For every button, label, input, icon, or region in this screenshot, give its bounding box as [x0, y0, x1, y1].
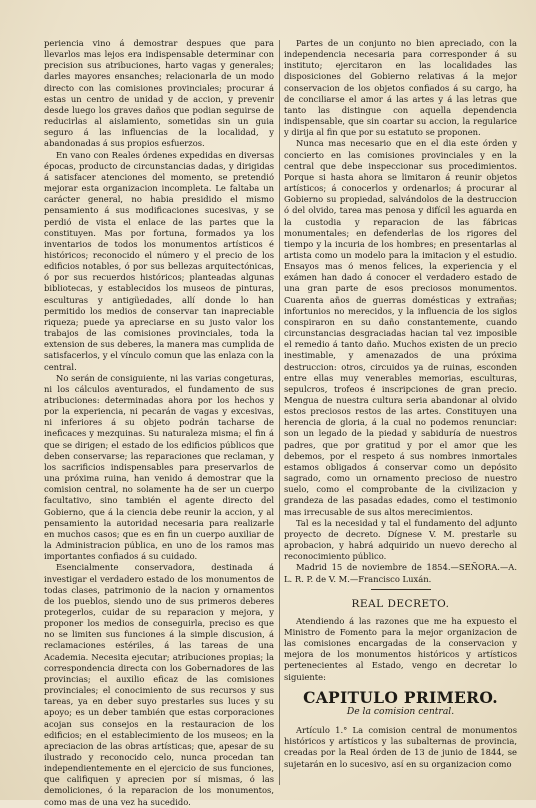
- section-rule: [371, 589, 431, 590]
- article-paragraph: Artículo 1.° La comision central de monumentos históricos y artísticos y las subalternas de provincia, creadas por la Real órden de 13 de junio de 1844, se sujetarán en lo sucesivo, así en su organizacion como: [284, 725, 517, 769]
- paragraph: Partes de un conjunto no bien apreciado, con la independencia necesaria para corresponder á su instituto; ejercitaron en las localidades las disposiciones del Gobierno relativas á la mejor conservacion de los objetos confiados á su cargo, ha de conciliarse el amor á las artes y á las letras que tanto las distingue con aquella dependencia indispensable, que sin coartar su accion, la regularice y dirija al fin que por su estatuto se proponen.: [284, 38, 517, 138]
- paragraph: Esencialmente conservadora, destinada á investigar el verdadero estado de los monumentos de todas clases, patrimonio de la nacion y ornamentos de los pueblos, siendo uno de sus primeros deberes protegerlos, cuidar de su reparacion y mejora, y proponer los medios de conseguirla, preciso es que no se limiten sus funciones á la simple discusion, á reclamaciones estériles, á las tareas de una Academia. Necesita ejecutar; atribuciones propias; la correspondencia directa con los Gobernadores de las provincias; el auxilio eficaz de las comisiones provinciales; el conocimiento de sus recursos y sus tareas, ya en deber suyo prestarles sus luces y su apoyo; es un deber también que estas corporaciones acojan sus consejos en la restauracion de los edificios; en el establecimiento de los museos; en la apreciacion de las obras artísticas; que, apesar de su ilustrado y reconocido celo, nunca procedan tan independientemente en el ejercicio de sus funciones, que califiquen y aprecien por sí mismas, ó las demoliciones, ó la reparacion de los monumentos, como mas de una vez ha sucedido.: [44, 562, 274, 807]
- chapter-heading: CAPITULO PRIMERO.: [303, 687, 498, 707]
- paragraph: En vano con Reales órdenes expedidas en diversas épocas, producto de circunstancias dadas, y dirigidas á satisfacer atenciones del momento, se pretendió mejorar esta organizacion incompleta. Le faltaba un carácter general, no habia presidido el mismo pensamiento á sus modificaciones sucesivas, y se perdió de vista el enlace de las partes que la constituyen. Mas por fortuna, formados ya los inventarios de todos los monumentos artísticos é históricos; reconocido el número y el precio de los edificios notables, ó por sus bellezas arquitectónicas, ó por sus recuerdos históricos; planteadas algunas bibliotecas, y establecidos los museos de pinturas, esculturas y antigüedades, allí donde lo han permitido los medios de conservar tan inapreciable riqueza; puede ya apreciarse en su justo valor los trabajos de las comisiones provinciales, toda la extension de sus deberes, la manera mas cumplida de satisfacerlos, y el vínculo comun que las enlaza con la central.: [44, 149, 274, 372]
- paragraph: Tal es la necesidad y tal el fundamento del adjunto proyecto de decreto. Dígnese V. M. prestarle su aprobacion, y habrá adquirido un nuevo derecho al reconocimiento público.: [284, 517, 517, 562]
- paragraph: No serán de consiguiente, ni las varias congeturas, ni los cálculos aventurados, el fundamento de sus atribuciones: determinadas ahora por los hechos y por la experiencia, ni pecarán de vagas y excesivas, ni inferiores á su objeto podrán tacharse de ineficaces y mezquinas. Su naturaleza misma; el fin á que se dirigen; el estado de los edificios públicos que deben conservarse; las reparaciones que reclaman, y los sacrificios indispensables para preservarlos de una próxima ruina, han venido á demostrar que la comision central, no solamente ha de ser un cuerpo facultativo, sino también el agente directo del Gobierno, que á la ciencia debe reunir la accion, y al pensamiento la autoridad necesaria para realizarle en muchos casos; que es en fin un cuerpo auxiliar de la Administracion pública, en uno de los ramos mas importantes confiados á su cuidado.: [44, 372, 274, 562]
- left-column: [44, 38, 274, 808]
- right-column: [284, 38, 517, 770]
- chapter-subheading: De la comision central.: [346, 705, 455, 717]
- paragraph: periencia vino á demostrar despues que para llevarlos mas lejos era indispensable determinar con precision sus atribuciones, harto vagas y generales; darles mayores ensanches; relacionarla de un modo directo con las comisiones provinciales; procurar á estas un centro de unidad y de accion, y prevenir desde luego los graves daños que podian seguirse de reducirlas al aislamiento, sometidas sin un guia seguro á las influencias de la localidad, y abandonadas á sus propios esfuerzos.: [44, 38, 274, 149]
- decree-paragraph: Atendiendo á las razones que me ha expuesto el Ministro de Fomento para la mejor organizacion de las comisiones encargadas de la conservacion y mejora de los monumentos históricos y artísticos pertenecientes al Estado, vengo en decretar lo siguiente:: [284, 615, 517, 682]
- decree-heading: REAL DECRETO.: [351, 597, 450, 610]
- paragraph: Nunca mas necesario que en el dia este órden y concierto en las comisiones provinciales y en la central que debe inspeccionar sus procedimientos. Porque si hasta ahora se limitaron á reunir objetos artísticos; á conocerlos y ordenarlos; á procurar al Gobierno su propiedad, salvándolos de la destruccion ó del olvido, tarea mas penosa y difícil les aguarda en la custodia y reparacion de las fábricas monumentales; en defenderlas de los rigores del tiempo y la incuria de los hombres; en presentarlas al artista como un modelo para la imitacion y el estudio. Ensayos mas ó menos felices, la experiencia y el exámen han dado á conocer el verdadero estado de una gran parte de esos preciosos monumentos. Cuarenta años de guerras domésticas y extrañas; infortunios no merecidos, y la influencia de los siglos conspiraron en su daño constantemente, cuando circunstancias desgraciadas hacian tal vez imposible el remedio á tanto daño. Muchos existen de un precio inestimable, y amenazados de una próxima destruccion: otros, circuidos ya de ruinas, esconden entre ellas muy venerables memorias, esculturas, sepulcros, trofeos é inscripciones de gran precio. Mengua de nuestra cultura seria abandonar al olvido estos preciosos restos de las artes. Constituyen una herencia de gloria, á la cual no podemos renunciar: son un legado de la piedad y sabiduría de nuestros padres, que por gratitud y por el amor que les debemos, por el respeto á sus nombres inmortales estamos obligados á conservar como un depósito sagrado, como un ornamento precioso de nuestro suelo, como el comprobante de la civilizacion y grandeza de las pasadas edades, como el testimonio mas irrecusable de sus altos merecimientos.: [284, 138, 517, 517]
- signature-line: Madrid 15 de noviembre de 1854.—SEÑORA.—A. L. R. P. de V. M.—Francisco Luxán.: [284, 562, 517, 584]
- column-divider: [279, 40, 280, 785]
